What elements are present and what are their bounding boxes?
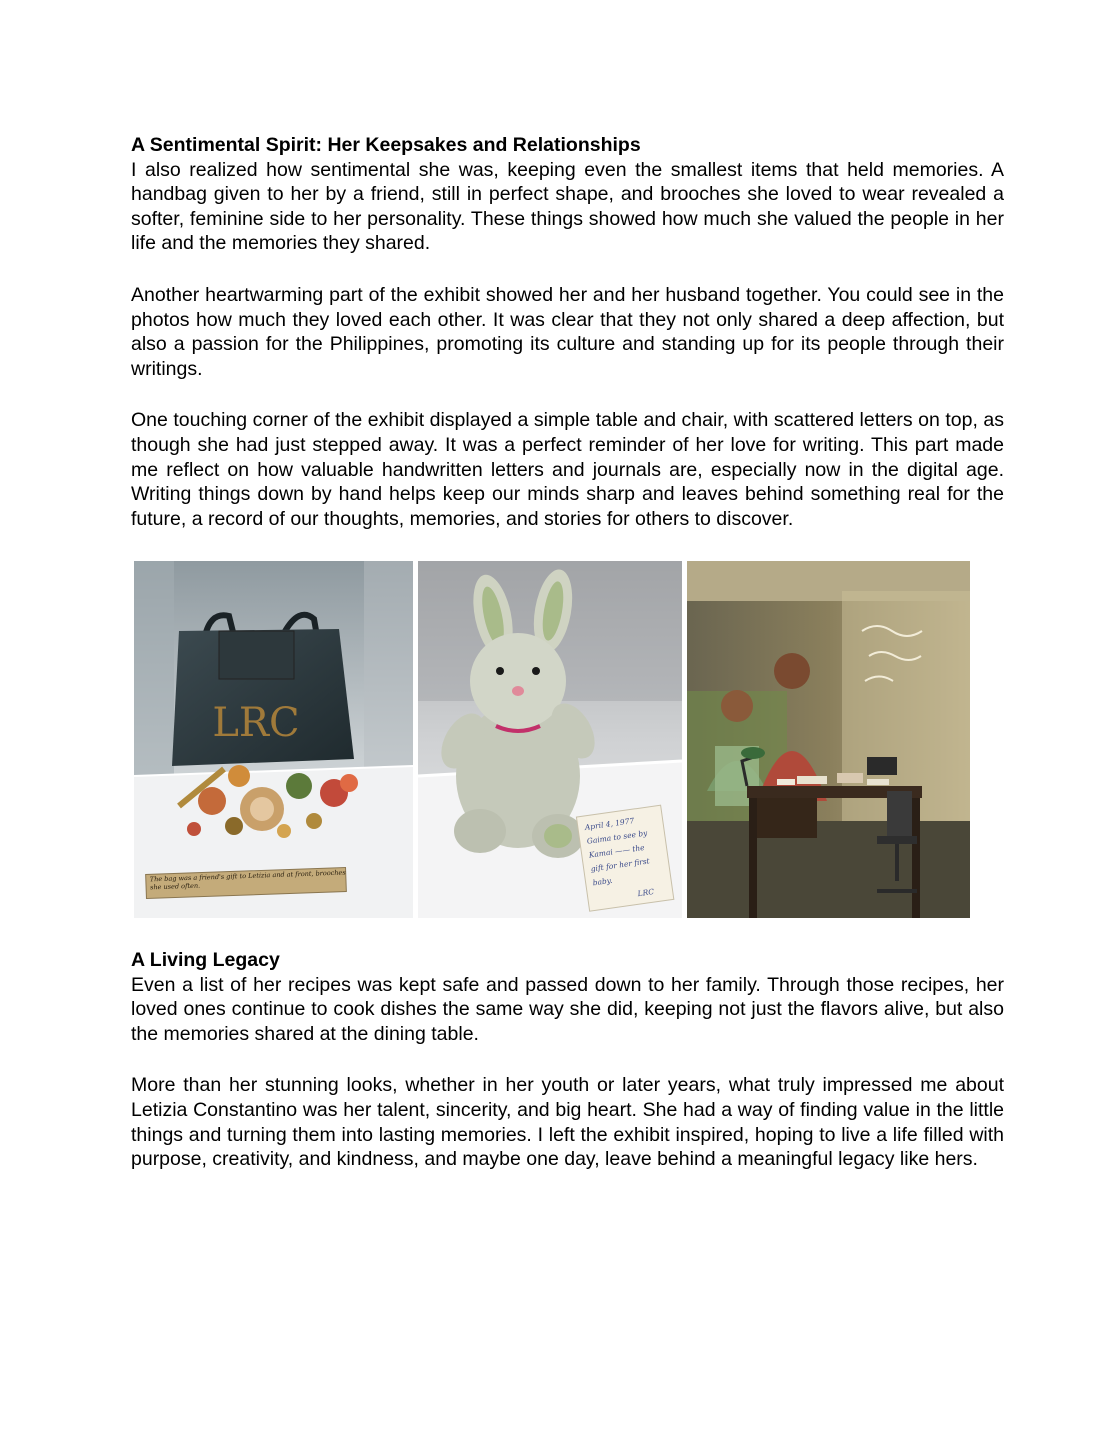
photo-stuffed-bunny [418,561,682,918]
section-heading: A Sentimental Spirit: Her Keepsakes and Relationships [131,134,641,156]
section-heading: A Living Legacy [131,949,280,971]
note-line: baby. [592,875,613,888]
paragraph: I also realized how sentimental she was, keeping even the smallest items that held memories. A handbag given to her by a friend, still in perfect shape, and brooches she loved to wear revealed a softer, feminine side to her personality. These things showed how much she valued the people in her life and the memories they shared. [131,158,1004,255]
note-line: LRC [637,887,655,899]
photo-writing-desk [687,561,970,918]
note-line: Kamai —— the [588,842,646,860]
note-line: April 4, 1977 [584,816,635,832]
section-keepsakes [131,133,1004,531]
bag-monogram: LRC [212,700,300,746]
section-living-legacy [131,948,1004,1172]
paragraph: Even a list of her recipes was kept safe and passed down to her family. Through those recipes, her loved ones continue to cook dishes the same way she did, keeping not just the flavors alive, but also the memories shared at the dining table. [131,973,1004,1045]
note-line: gift for her first [590,856,651,874]
display-plaque: The bag was a friend's gift to Letizia and at front, brooches she used often. [149,868,346,892]
photo-handbag-brooches [134,561,413,918]
paragraph: Another heartwarming part of the exhibit showed her and her husband together. You could see in the photos how much they loved each other. It was clear that they not only shared a deep affection, but also a passion for the Philippines, promoting its culture and standing up for its people through their writings. [131,283,1004,380]
paragraph: More than her stunning looks, whether in her youth or later years, what truly impressed me about Letizia Constantino was her talent, sincerity, and big heart. She had a way of finding value in the little things and turning them into lasting memories. I left the exhibit inspired, hoping to live a life filled with purpose, creativity, and kindness, and maybe one day, leave behind a meaningful legacy like hers. [131,1074,1004,1171]
photo-strip [134,561,970,918]
note-line: Gaima to see by [586,828,648,846]
handwritten-note [576,805,673,911]
paragraph: One touching corner of the exhibit displayed a simple table and chair, with scattered letters on top, as though she had just stepped away. It was a perfect reminder of her love for writing. This part made me reflect on how valuable handwritten letters and journals are, especially now in the digital age. Writing things down by hand helps keep our minds sharp and leaves behind something real for the future, a record of our thoughts, memories, and stories for others to discover. [131,409,1004,530]
